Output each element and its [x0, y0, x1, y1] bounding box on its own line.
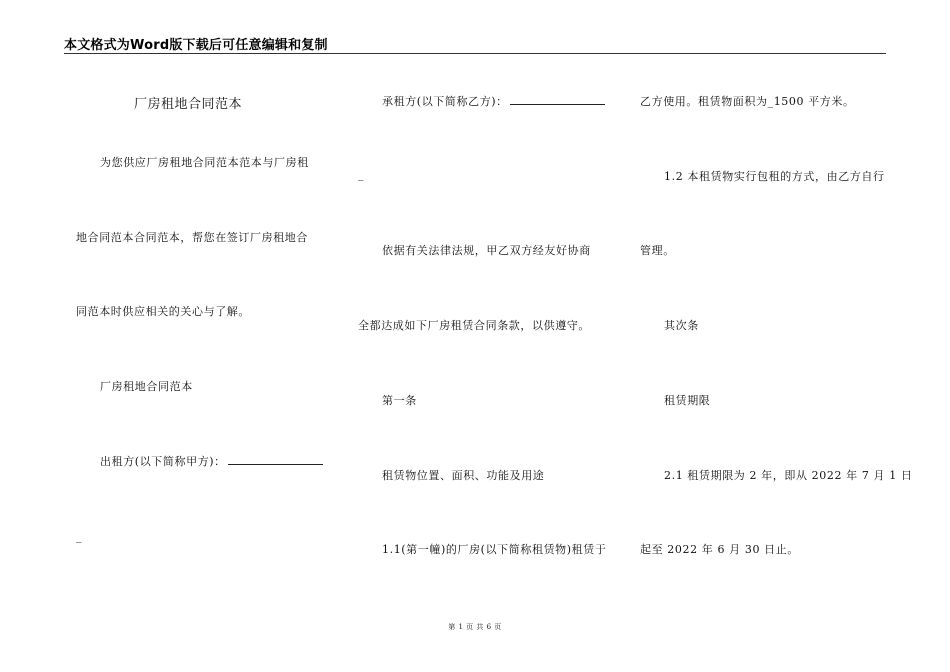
document-banner: 本文格式为Word版下载后可任意编辑和复制: [64, 38, 328, 53]
paragraph-line: 1.2 本租赁物实行包租的方式，由乙方自行: [664, 170, 885, 183]
paragraph-line: 同范本时供应相关的关心与了解。: [76, 305, 250, 318]
article-title: 租赁物位置、面积、功能及用途: [382, 469, 545, 482]
article-heading: 第一条: [382, 394, 417, 407]
article-heading: 其次条: [664, 319, 699, 332]
paragraph-line: 地合同范本合同范本，帮您在签订厂房租地合: [76, 231, 308, 244]
paragraph-line: _: [358, 168, 365, 181]
lessee-blank: [510, 94, 605, 105]
paragraph-line: 为您供应厂房租地合同范本范本与厂房租: [100, 156, 309, 169]
paragraph-line: 1.1(第一幢)的厂房(以下简称租赁物)租赁于: [382, 543, 607, 556]
banner-divider: [64, 53, 886, 54]
lessor-label: 出租方(以下简称甲方)：: [100, 455, 226, 468]
document-title: 厂房租地合同范本: [134, 97, 243, 112]
paragraph-line: 厂房租地合同范本: [100, 380, 193, 393]
page-number: 第 1 页 共 6 页: [448, 623, 502, 631]
lessor-line: [100, 453, 323, 469]
paragraph-line: 起至 2022 年 6 月 30 日止。: [640, 543, 799, 556]
paragraph-line: 全都达成如下厂房租赁合同条款，以供遵守。: [358, 319, 590, 332]
lessor-blank: [228, 454, 323, 465]
lessee-label: 承租方(以下简称乙方)：: [382, 95, 508, 108]
paragraph-line: 2.1 租赁期限为 2 年，即从 2022 年 7 月 1 日: [664, 469, 913, 482]
paragraph-line: 管理。: [640, 244, 675, 257]
paragraph-line: 依据有关法律法规，甲乙双方经友好协商: [382, 244, 591, 257]
paragraph-line: 乙方使用。租赁物面积为_1500 平方米。: [640, 95, 855, 108]
lessee-line: [382, 93, 605, 109]
article-title: 租赁期限: [664, 394, 711, 407]
paragraph-line: _: [76, 530, 83, 543]
